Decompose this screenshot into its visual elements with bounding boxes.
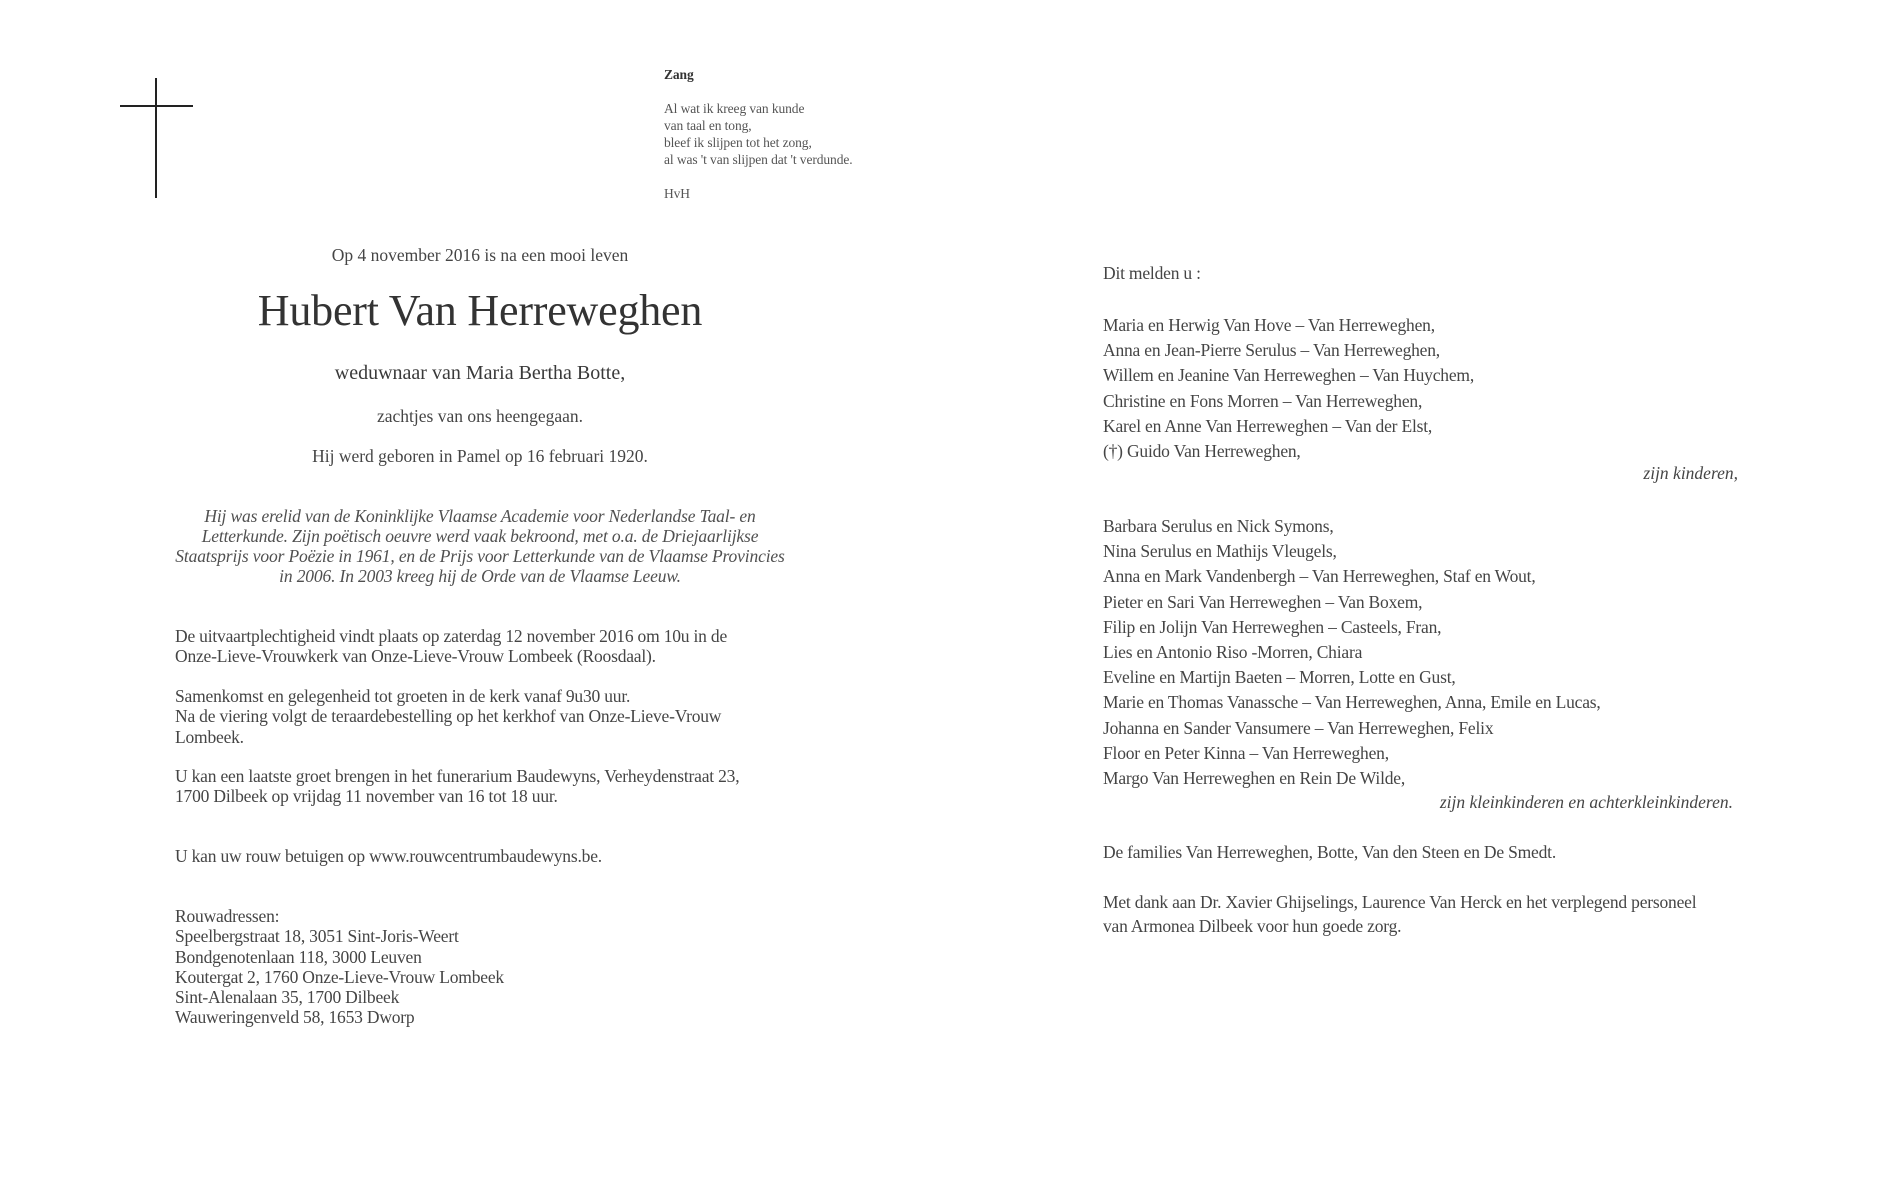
thanks bbox=[1103, 891, 1743, 938]
thanks-line: Met dank aan Dr. Xavier Ghijselings, Laurence Van Herck en het verplegend personeel bbox=[1103, 892, 1697, 912]
child-item: Willem en Jeanine Van Herreweghen – Van Huychem, bbox=[1103, 365, 1475, 386]
child-item: Maria en Herwig Van Hove – Van Herreweghen, bbox=[1103, 315, 1435, 335]
addresses-title: Rouwadressen: bbox=[175, 906, 280, 926]
grandchild-item: Anna en Mark Vandenbergh – Van Herreweghen, Staf en Wout, bbox=[1103, 566, 1536, 587]
gathering-line: Na de viering volgt de teraardebestelling op het kerkhof van Onze-Lieve-Vrouw bbox=[175, 706, 722, 727]
gathering-line: Lombeek. bbox=[175, 726, 244, 747]
funeral-info bbox=[175, 626, 815, 667]
children-label: zijn kinderen, bbox=[1643, 463, 1738, 483]
poem-title: Zang bbox=[664, 67, 694, 82]
funeral-line: De uitvaartplechtigheid vindt plaats op zaterdag 12 november 2016 om 10u in de bbox=[175, 626, 728, 646]
children-list bbox=[1103, 313, 1743, 464]
condolence-link[interactable]: www.rouwcentrumbaudewyns.be bbox=[369, 846, 598, 866]
gathering-line: Samenkomst en gelegenheid tot groeten in de kerk vanaf 9u30 uur. bbox=[175, 686, 631, 706]
deceased-name: Hubert Van Herreweghen bbox=[257, 286, 703, 335]
address-item: Sint-Alenalaan 35, 1700 Dilbeek bbox=[175, 987, 400, 1008]
child-item: Anna en Jean-Pierre Serulus – Van Herreweghen, bbox=[1103, 340, 1440, 361]
visitation-line: U kan een laatste groet brengen in het funerarium Baudewyns, Verheydenstraat 23, bbox=[175, 766, 740, 786]
grandchild-item: Nina Serulus en Mathijs Vleugels, bbox=[1103, 541, 1337, 562]
poem bbox=[664, 66, 853, 202]
poem-line: al was 't van slijpen dat 't verdunde. bbox=[664, 152, 853, 167]
child-item: Christine en Fons Morren – Van Herreweghen, bbox=[1103, 390, 1423, 411]
grandchildren-list bbox=[1103, 514, 1743, 791]
grandchild-item: Marie en Thomas Vanassche – Van Herreweghen, Anna, Emile en Lucas, bbox=[1103, 692, 1601, 713]
grandchild-item: Filip en Jolijn Van Herreweghen – Casteels, Fran, bbox=[1103, 616, 1442, 637]
child-item: (†) Guido Van Herreweghen, bbox=[1103, 441, 1301, 462]
birth-line: Hij werd geboren in Pamel op 16 februari 1920. bbox=[312, 446, 648, 466]
grandchild-item: Margo Van Herreweghen en Rein De Wilde, bbox=[1103, 768, 1406, 789]
announcement-intro: Op 4 november 2016 is na een mooi leven bbox=[331, 245, 629, 265]
addresses bbox=[175, 906, 815, 1028]
biography: Hij was erelid van de Koninklijke Vlaamse Academie voor Nederlandse Taal- en Letterkunde. Zijn poëtisch oeuvre werd vaak bekroond, met o.a. de Driejaarlijkse Staatsprijs voor Poëzie in 1961, en de Prijs voor Letterkunde van de Vlaamse Provincies in 2006. In 2003 kreeg hij de Orde van de Vlaamse Leeuw. bbox=[175, 506, 785, 586]
condolence-text: U kan uw rouw betuigen op bbox=[175, 846, 370, 866]
thanks-line: van Armonea Dilbeek voor hun goede zorg. bbox=[1103, 915, 1402, 936]
grandchild-item: Barbara Serulus en Nick Symons, bbox=[1103, 516, 1334, 536]
poem-line: Al wat ik kreeg van kunde bbox=[664, 101, 805, 116]
grandchild-item: Pieter en Sari Van Herreweghen – Van Boxem, bbox=[1103, 591, 1423, 612]
condolence-info bbox=[175, 846, 815, 866]
poem-line: van taal en tong, bbox=[664, 118, 752, 133]
poem-line: bleef ik slijpen tot het zong, bbox=[664, 135, 812, 150]
announcers-intro: Dit melden u : bbox=[1103, 263, 1201, 283]
address-item: Wauweringenveld 58, 1653 Dworp bbox=[175, 1007, 415, 1028]
address-item: Speelbergstraat 18, 3051 Sint-Joris-Weert bbox=[175, 926, 459, 947]
widower-line: weduwnaar van Maria Bertha Botte, bbox=[334, 362, 626, 384]
visitation-line: 1700 Dilbeek op vrijdag 11 november van 16 tot 18 uur. bbox=[175, 786, 558, 807]
address-item: Koutergat 2, 1760 Onze-Lieve-Vrouw Lombeek bbox=[175, 966, 504, 987]
cross-horizontal-bar bbox=[120, 105, 193, 107]
grandchild-item: Johanna en Sander Vansumere – Van Herreweghen, Felix bbox=[1103, 717, 1494, 738]
passed-line: zachtjes van ons heengegaan. bbox=[376, 406, 584, 426]
gathering-info bbox=[175, 686, 815, 747]
child-item: Karel en Anne Van Herreweghen – Van der Elst, bbox=[1103, 415, 1433, 436]
grandchildren-label: zijn kleinkinderen en achterkleinkinderen. bbox=[1439, 792, 1733, 812]
families-line: De families Van Herreweghen, Botte, Van den Steen en De Smedt. bbox=[1103, 842, 1557, 862]
poem-author: HvH bbox=[664, 186, 690, 201]
address-item: Bondgenotenlaan 118, 3000 Leuven bbox=[175, 946, 422, 967]
visitation-info bbox=[175, 766, 815, 807]
condolence-period: . bbox=[597, 846, 602, 866]
cross-vertical-bar bbox=[155, 78, 157, 198]
grandchild-item: Floor en Peter Kinna – Van Herreweghen, bbox=[1103, 742, 1389, 763]
funeral-line: Onze-Lieve-Vrouwkerk van Onze-Lieve-Vrouw Lombeek (Roosdaal). bbox=[175, 646, 656, 667]
grandchild-item: Eveline en Martijn Baeten – Morren, Lotte en Gust, bbox=[1103, 667, 1456, 688]
grandchild-item: Lies en Antonio Riso -Morren, Chiara bbox=[1103, 642, 1363, 663]
